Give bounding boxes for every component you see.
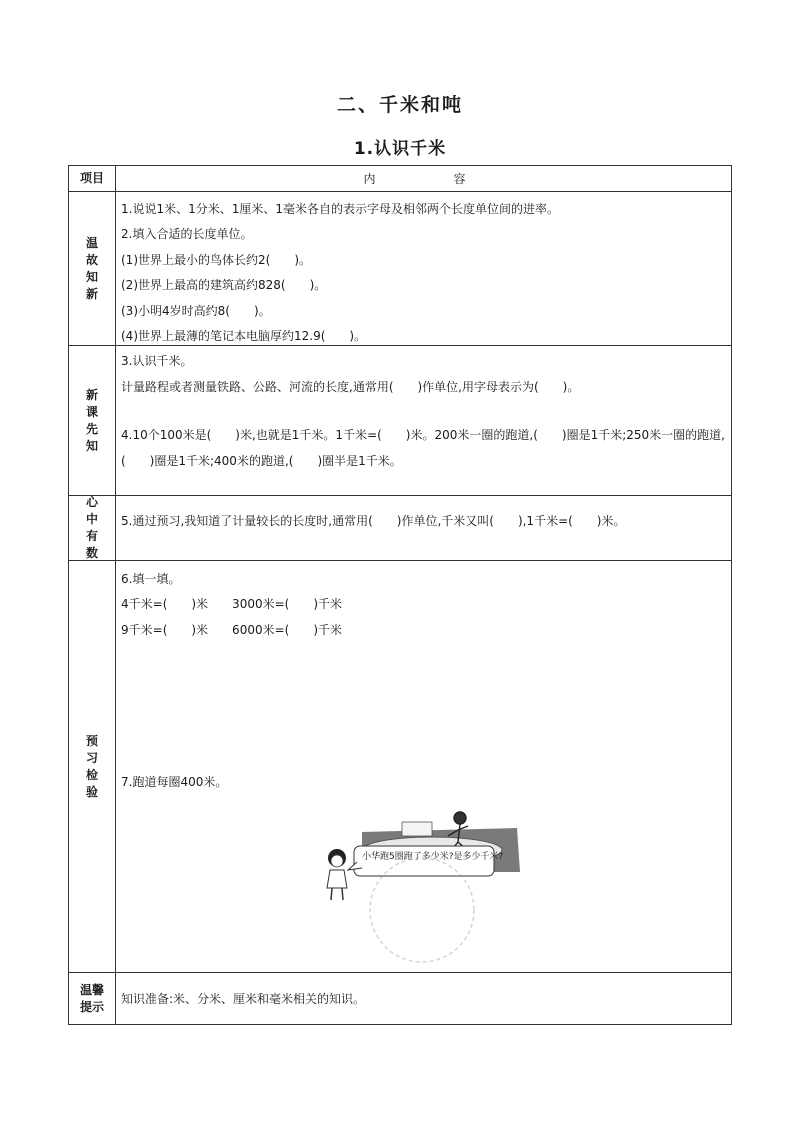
girl-figure	[327, 849, 347, 900]
preview-line-2: 计量路程或者测量铁路、公路、河流的长度,通常用( )作单位,用字母表示为( )。	[121, 380, 580, 394]
preview-line-1: 3.认识千米。	[121, 354, 193, 368]
review-line-5: (3)小明4岁时高约8( )。	[121, 304, 271, 318]
review-row	[69, 192, 731, 346]
preview-content	[116, 346, 731, 495]
tip-content	[116, 973, 731, 1024]
review-label	[69, 192, 116, 345]
tip-label-text	[80, 982, 104, 1016]
review-label-text: 温故知新	[85, 235, 98, 301]
mind-label	[69, 496, 116, 560]
check-line-3: 9千米=( )米 6000米=( )千米	[121, 623, 343, 637]
unit-title: 二、千米和吨	[336, 94, 463, 116]
item-column-header	[69, 166, 116, 191]
preview-line-3: 4.10个100米是( )米,也就是1千米。1千米=( )米。200米一圈的跑道,( )圈是1千米;250米一圈的跑道,( )圈是1千米;400米的跑道,( )圈半是1千米。	[121, 428, 725, 468]
mind-label-text: 心中有数	[85, 495, 98, 560]
item-header-text: 项目	[79, 171, 104, 185]
tip-text: 知识准备:米、分米、厘米和毫米相关的知识。	[121, 992, 366, 1006]
check-label-text: 预习检验	[85, 733, 98, 799]
check-label	[69, 561, 116, 972]
review-line-4: (2)世界上最高的建筑高约828( )。	[121, 278, 327, 292]
check-line-2: 4千米=( )米 3000米=( )千米	[121, 597, 343, 611]
track-illustration	[262, 810, 532, 970]
table-header-row	[69, 166, 731, 192]
review-content	[116, 192, 731, 345]
content-column-header: 内 容	[363, 172, 484, 186]
tip-label-line-2: 提示	[79, 999, 104, 1014]
review-line-1: 1.说说1米、1分米、1厘米、1毫米各自的表示字母及相邻两个长度单位间的进率。	[121, 202, 559, 216]
bubble-text-line-1: 小华跑5圈跑了多少米?是多少千米?	[362, 852, 504, 862]
mind-row	[69, 496, 731, 561]
check-line-4: 7.跑道每圈400米。	[121, 775, 228, 789]
lesson-title: 1.认识千米	[353, 139, 447, 159]
preview-label-text: 新课先知	[85, 387, 98, 453]
review-line-3: (1)世界上最小的鸟体长约2( )。	[121, 253, 311, 267]
mind-content	[116, 496, 731, 560]
preview-label	[69, 346, 116, 495]
mind-line-1: 5.通过预习,我知道了计量较长的长度时,通常用( )作单位,千米又叫( ),1千米=( )米。	[121, 514, 626, 528]
review-line-6: (4)世界上最薄的笔记本电脑厚约12.9( )。	[121, 329, 367, 343]
tip-label	[69, 973, 116, 1024]
review-line-2: 2.填入合适的长度单位。	[121, 227, 253, 241]
check-line-1: 6.填一填。	[121, 572, 181, 586]
preview-row	[69, 346, 731, 496]
tip-label-line-1: 温馨	[79, 982, 104, 997]
tip-row	[69, 973, 731, 1024]
